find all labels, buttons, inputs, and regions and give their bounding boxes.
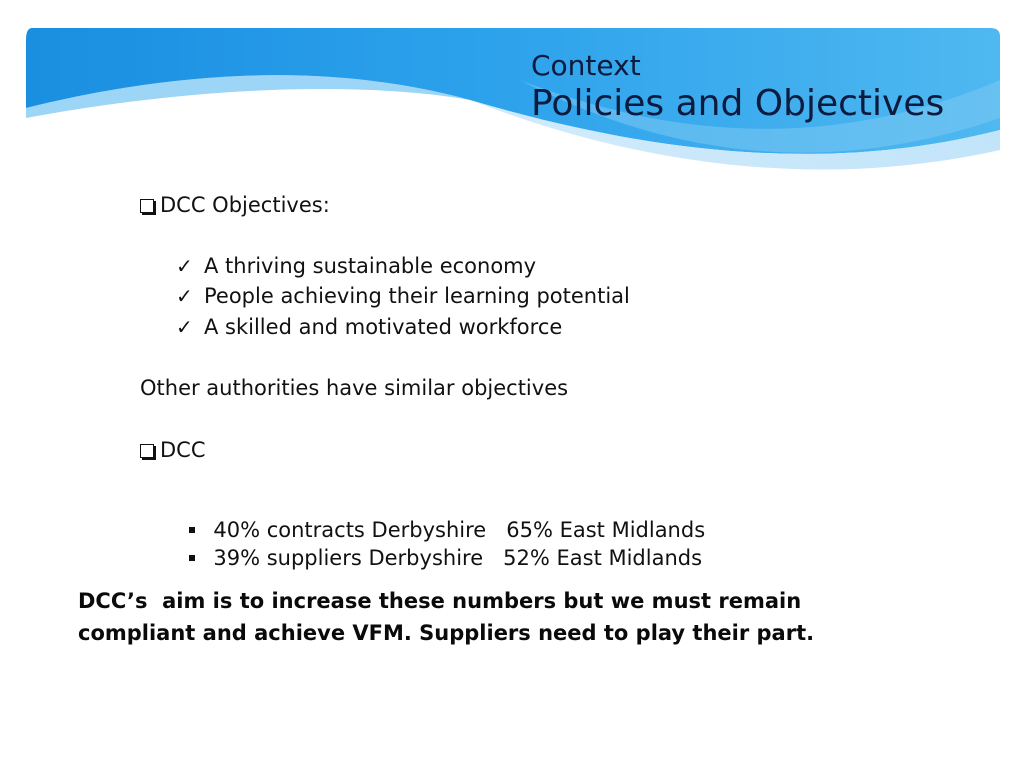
dcc-heading-row <box>140 437 206 463</box>
dcc-stat-item <box>176 519 702 571</box>
title-block <box>531 48 1011 124</box>
objective-item-text: People achieving their learning potential <box>204 284 630 308</box>
objective-item-text: A skilled and motivated workforce <box>204 315 563 339</box>
conclusion-paragraph <box>78 585 978 649</box>
dcc-heading: DCC <box>160 438 206 462</box>
checkmark-icon: ✓ <box>176 315 193 339</box>
checkbox-bullet-icon <box>140 199 154 213</box>
objectives-heading-row <box>140 192 330 218</box>
conclusion-line-1: DCC’s aim is to increase these numbers but we must remain <box>78 589 802 613</box>
square-bullet-icon <box>189 555 195 561</box>
dcc-stat-text: 40% contracts Derbyshire 65% East Midlands <box>213 518 706 542</box>
objective-item-text: A thriving sustainable economy <box>204 254 537 278</box>
checkbox-bullet-icon <box>140 444 154 458</box>
note-text: Other authorities have similar objectives <box>140 376 569 400</box>
checkmark-icon: ✓ <box>176 254 193 278</box>
slide-title: Policies and Objectives <box>531 83 945 124</box>
objective-item <box>176 314 562 340</box>
conclusion-line-2: compliant and achieve VFM. Suppliers need to play their part. <box>78 621 815 645</box>
checkmark-icon: ✓ <box>176 284 193 308</box>
objectives-heading: DCC Objectives: <box>160 193 330 217</box>
objective-item <box>176 253 536 279</box>
dcc-stat-text: 39% suppliers Derbyshire 52% East Midlands <box>213 546 703 570</box>
slide-subtitle: Context <box>531 49 641 82</box>
objective-item <box>176 283 630 309</box>
